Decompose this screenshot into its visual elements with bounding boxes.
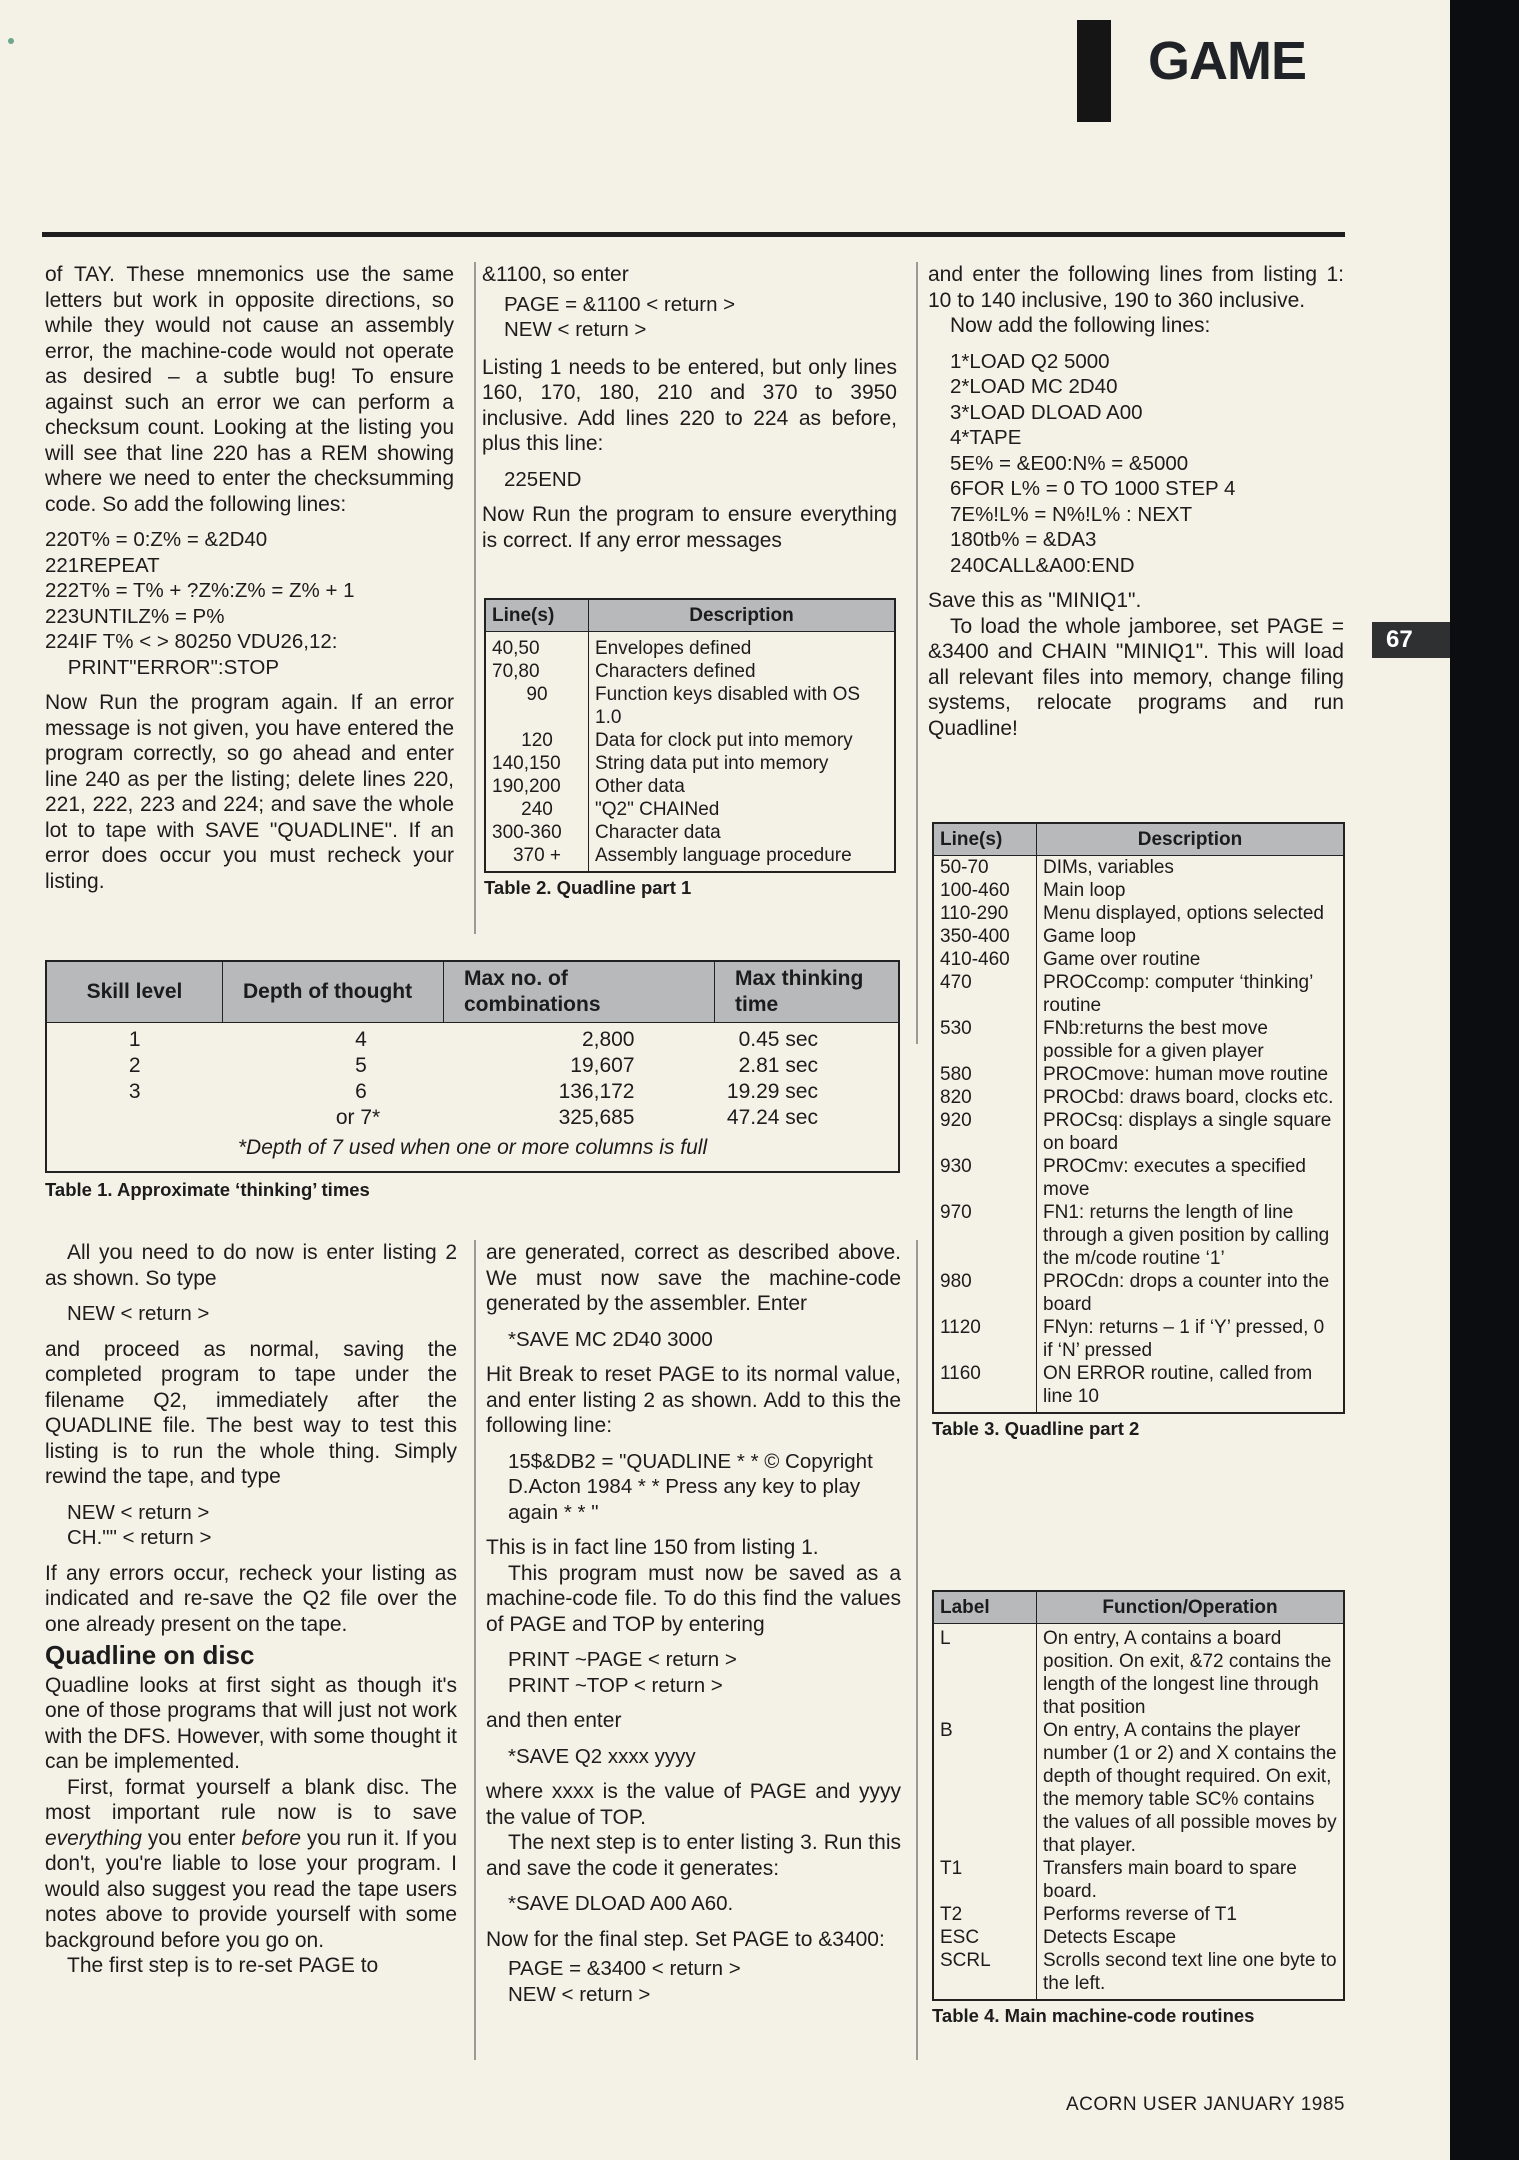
table-cell: or 7* <box>335 1106 381 1129</box>
table-4 <box>932 1590 1345 2027</box>
code-line: NEW < return > <box>67 1500 210 1524</box>
table-cell: 50-70 <box>933 856 1037 880</box>
table-cell: "Q2" CHAINed <box>595 799 720 820</box>
column-header: Description <box>589 599 896 632</box>
code-line: *SAVE DLOAD A00 A60. <box>508 1892 734 1915</box>
table-cell: 70,80 <box>485 660 589 683</box>
table-cell: Transfers main board to spare board. <box>1043 1858 1297 1902</box>
table-3 <box>932 822 1345 1440</box>
code-block <box>482 467 897 493</box>
table-row <box>46 1105 899 1131</box>
table-row <box>46 1053 899 1079</box>
table-caption: Table 3. Quadline part 2 <box>932 1418 1140 1439</box>
table-row <box>933 879 1344 902</box>
table-cell: String data put into memory <box>595 753 829 774</box>
section-marker-block <box>1077 20 1111 122</box>
table-cell: 190,200 <box>485 775 589 798</box>
paragraph: This is in fact line 150 from listing 1. <box>486 1536 819 1559</box>
code-line: 220T% = 0:Z% = &2D40 <box>45 528 268 551</box>
machine-code-routines-table <box>932 1590 1345 2001</box>
code-line: 7E%!L% = N%!L% : NEXT <box>950 502 1193 526</box>
paragraph: Now Run the program to ensure everything is correct. If any error messages <box>482 503 897 552</box>
table-cell: Characters defined <box>595 661 756 682</box>
code-line: 180tb% = &DA3 <box>950 528 1097 551</box>
table-cell: 1 <box>128 1028 141 1051</box>
table-cell: 40,50 <box>485 632 589 661</box>
code-line: 224IF T% < > 80250 VDU26,12: <box>45 630 338 653</box>
paragraph: Listing 1 needs to be entered, but only lines 160, 170, 180, 210 and 370 to 3950 inclusive. Add lines 220 to 224 as before, plus this line: <box>482 355 897 455</box>
table-cell: 370 + <box>485 844 589 872</box>
table-cell: 5 <box>355 1054 367 1077</box>
section-heading: Quadline on disc <box>45 1640 255 1670</box>
table-cell: PROCdn: drops a counter into the board <box>1043 1271 1330 1315</box>
paragraph: where xxxx is the value of PAGE and yyyy the value of TOP. <box>486 1780 901 1829</box>
table-cell: Main loop <box>1043 880 1126 901</box>
table-cell: PROCcomp: computer ‘thinking’ routine <box>1043 972 1313 1016</box>
table-cell: FN1: returns the length of line through a given position by calling the m/code routine ‘1’ <box>1043 1202 1330 1269</box>
table-cell: Other data <box>595 776 685 797</box>
table-row <box>933 1857 1344 1903</box>
table-2 <box>484 598 896 899</box>
table-row <box>933 1017 1344 1063</box>
emphasis: everything <box>45 1826 142 1850</box>
table-cell: 580 <box>933 1063 1037 1086</box>
table-cell: T2 <box>933 1903 1037 1926</box>
table-row <box>485 752 895 775</box>
table-cell: 3 <box>128 1080 141 1103</box>
paragraph: Now add the following lines: <box>950 314 1211 337</box>
page-footer: ACORN USER JANUARY 1985 <box>1066 2094 1346 2115</box>
emphasis: before <box>241 1826 302 1850</box>
paragraph: Hit Break to reset PAGE to its normal value, and enter listing 2 as shown. Add to this the following line: <box>486 1363 901 1437</box>
table-cell: 240 <box>485 798 589 821</box>
table-caption: Table 2. Quadline part 1 <box>484 877 692 898</box>
table-cell: PROCmove: human move routine <box>1043 1064 1329 1085</box>
code-block <box>45 1500 457 1551</box>
table-cell: Game loop <box>1043 926 1136 947</box>
code-line: 15$&DB2 = "QUADLINE * * © Copyright D.Acton 1984 * * Press any key to play again * * " <box>508 1449 873 1524</box>
table-cell: Detects Escape <box>1043 1927 1177 1948</box>
table-row <box>485 660 895 683</box>
table-cell: Performs reverse of T1 <box>1043 1904 1237 1925</box>
text-run: you enter <box>141 1826 242 1850</box>
paragraph: If any errors occur, recheck your listing as indicated and re-save the Q2 file over the one already present on the tape. <box>45 1561 457 1636</box>
code-line: PRINT"ERROR":STOP <box>45 655 280 679</box>
code-line: PRINT ~TOP < return > <box>508 1673 723 1697</box>
code-line: 225END <box>504 467 582 491</box>
table-cell: 2,800 <box>581 1028 635 1051</box>
table-cell: 470 <box>933 971 1037 1017</box>
table-cell: SCRL <box>933 1949 1037 2000</box>
code-line: 240CALL&A00:END <box>950 553 1135 577</box>
table-cell: 2.81 sec <box>738 1054 818 1077</box>
paragraph: To load the whole jamboree, set PAGE = &3400 and CHAIN "MINIQ1". This will load all relevant files into memory, change filing systems, relocate programs and run Quadline! <box>928 614 1344 740</box>
table-cell: 350-400 <box>933 925 1037 948</box>
table-row <box>933 1270 1344 1316</box>
page-edge-shadow <box>1450 0 1519 2160</box>
column-header: Max no. of combinations <box>444 961 715 1023</box>
thinking-times-table <box>45 960 900 1173</box>
text-run: First, format yourself a blank disc. The most important rule now is to save <box>45 1775 457 1824</box>
table-row <box>485 821 895 844</box>
table-cell: Data for clock put into memory <box>595 730 853 751</box>
code-line: NEW < return > <box>504 318 647 341</box>
table-row <box>933 1949 1344 2000</box>
table-cell: 930 <box>933 1155 1037 1201</box>
table-cell: ESC <box>933 1926 1037 1949</box>
code-line: 1*LOAD Q2 5000 <box>950 349 1110 373</box>
table-cell: 140,150 <box>485 752 589 775</box>
table-cell: 970 <box>933 1201 1037 1270</box>
table-cell: B <box>933 1719 1037 1857</box>
table-cell: 980 <box>933 1270 1037 1316</box>
table-cell: 90 <box>485 683 589 729</box>
code-line: PRINT ~PAGE < return > <box>508 1648 737 1671</box>
table-cell: PROCmv: executes a specified move <box>1043 1156 1306 1200</box>
table-row <box>933 1903 1344 1926</box>
code-block <box>486 1327 901 1353</box>
column-header: Max thinking time <box>715 961 900 1023</box>
table-row <box>933 1109 1344 1155</box>
paragraph: are generated, correct as described above. We must now save the machine-code generated by the assembler. Enter <box>486 1241 901 1315</box>
table-caption: Table 4. Main machine-code routines <box>932 2005 1255 2026</box>
table-cell: Character data <box>595 822 721 843</box>
table-cell: 920 <box>933 1109 1037 1155</box>
article-column-2-lower <box>486 1240 901 2007</box>
table-cell: 325,685 <box>558 1106 635 1129</box>
table-row <box>933 902 1344 925</box>
paragraph: &1100, so enter <box>482 263 629 286</box>
paragraph: All you need to do now is enter listing 2 as shown. So type <box>45 1241 457 1290</box>
paragraph: Save this as "MINIQ1". <box>928 589 1142 612</box>
article-column-1 <box>45 262 454 894</box>
table-cell: On entry, A contains the player number (1 or 2) and X contains the depth of thought required. On exit, the memory table SC% contains the values of all possible moves by that player. <box>1043 1720 1337 1856</box>
header-rule <box>42 232 1345 237</box>
code-line: 3*LOAD DLOAD A00 <box>950 400 1143 424</box>
table-cell: 2 <box>128 1054 141 1077</box>
paragraph: Now for the final step. Set PAGE to &3400: <box>486 1927 885 1951</box>
paragraph <box>45 1775 457 1954</box>
table-row <box>933 971 1344 1017</box>
column-header: Function/Operation <box>1037 1591 1345 1624</box>
table-1 <box>45 960 900 1201</box>
article-column-1-lower <box>45 1240 457 1979</box>
table-cell: Game over routine <box>1043 949 1201 970</box>
paragraph: The next step is to enter listing 3. Run this and save the code it generates: <box>486 1831 901 1880</box>
paragraph: and proceed as normal, saving the completed program to tape under the filename Q2, immediately after the QUADLINE file. The best way to test this listing is to run the whole thing. Simply rewind the tape, and type <box>45 1337 457 1488</box>
paragraph: Now Run the program again. If an error message is not given, you have entered the program correctly, so go ahead and enter line 240 as per the listing; delete lines 220, 221, 222, 223 and 224; and save the whole lot to tape with SAVE "QUADLINE". If an error does occur you must recheck your listing. <box>45 691 454 893</box>
table-row <box>933 1624 1344 1720</box>
code-line: *SAVE Q2 xxxx yyyy <box>508 1744 696 1768</box>
table-cell: 100-460 <box>933 879 1037 902</box>
table-row <box>485 632 895 661</box>
code-block <box>928 349 1344 579</box>
column-divider <box>916 262 918 1044</box>
table-cell: 47.24 sec <box>726 1106 818 1129</box>
paragraph: The first step is to re-set PAGE to <box>67 1954 379 1977</box>
page-number: 67 <box>1372 622 1450 658</box>
table-cell: Envelopes defined <box>595 638 752 659</box>
table-cell: 4 <box>355 1028 367 1051</box>
table-cell: 0.45 sec <box>738 1028 818 1051</box>
table-cell: Scrolls second text line one byte to the left. <box>1043 1950 1337 1994</box>
table-cell: 300-360 <box>485 821 589 844</box>
table-cell: 110-290 <box>933 902 1037 925</box>
code-line: 2*LOAD MC 2D40 <box>950 375 1118 398</box>
section-title: GAME <box>1148 31 1306 91</box>
paragraph: of TAY. These mnemonics use the same letters but work in opposite directions, so while they would not cause an assembly error, the machine-code would not operate as desired – a subtle bug! To ensure against such an error we can perform a checksum count. Looking at the listing you will see that line 220 has a REM showing where we need to enter the checksumming code. So add the following lines: <box>45 263 454 516</box>
article-column-3 <box>928 262 1344 741</box>
table-row <box>46 1079 899 1105</box>
code-line: 223UNTILZ% = P% <box>45 604 225 628</box>
table-cell: FNyn: returns – 1 if ‘Y’ pressed, 0 if ‘N’ pressed <box>1043 1317 1325 1361</box>
column-header: Description <box>1037 823 1345 856</box>
column-header: Depth of thought <box>223 961 444 1023</box>
table-row <box>485 775 895 798</box>
scan-speck <box>8 38 14 44</box>
table-cell: On entry, A contains a board position. On exit, &72 contains the length of the longest line through that position <box>1043 1628 1332 1718</box>
table-footnote: *Depth of 7 used when one or more columns is full <box>237 1136 708 1159</box>
column-divider <box>916 1240 918 2060</box>
quadline-part2-table <box>932 822 1345 1414</box>
paragraph: This program must now be saved as a machine-code file. To do this find the values of PAGE and TOP by entering <box>486 1561 901 1636</box>
column-header: Line(s) <box>485 599 589 632</box>
table-cell: PROCsq: displays a single square on board <box>1043 1110 1332 1154</box>
code-block <box>486 1744 901 1770</box>
table-row <box>46 1023 899 1054</box>
table-cell: 410-460 <box>933 948 1037 971</box>
text-run: you run it. If you don't, you're liable to lose your program. I would also suggest you read the tape users notes above to provide yourself with some background before you go on. <box>45 1826 457 1952</box>
table-cell: L <box>933 1624 1037 1720</box>
table-cell: Function keys disabled with OS 1.0 <box>595 684 861 728</box>
table-cell: Assembly language procedure <box>595 845 852 866</box>
code-line: 5E% = &E00:N% = &5000 <box>950 451 1189 475</box>
code-line: NEW < return > <box>508 1982 651 2006</box>
article-column-2 <box>482 262 897 553</box>
code-block <box>45 1301 457 1327</box>
code-line: 221REPEAT <box>45 553 160 577</box>
column-header: Label <box>933 1591 1037 1624</box>
column-header: Line(s) <box>933 823 1037 856</box>
table-cell: PROCbd: draws board, clocks etc. <box>1043 1087 1334 1108</box>
table-cell: Menu displayed, options selected <box>1043 903 1324 924</box>
table-row <box>933 1201 1344 1270</box>
paragraph: and enter the following lines from listing 1: 10 to 140 inclusive, 190 to 360 inclusive. <box>928 263 1344 312</box>
table-row <box>933 856 1344 880</box>
code-line: *SAVE MC 2D40 3000 <box>508 1327 713 1351</box>
table-caption: Table 1. Approximate ‘thinking’ times <box>45 1179 370 1200</box>
table-cell: 19,607 <box>570 1054 635 1077</box>
code-block <box>486 1647 901 1698</box>
table-row <box>933 1926 1344 1949</box>
table-row <box>485 798 895 821</box>
paragraph: Quadline looks at first sight as though it's one of those programs that will just not work with the DFS. However, with some thought it can be implemented. <box>45 1673 458 1773</box>
table-cell: ON ERROR routine, called from line 10 <box>1043 1363 1313 1407</box>
code-block <box>486 1891 901 1917</box>
code-line: PAGE = &1100 < return > <box>504 292 736 316</box>
code-line: NEW < return > <box>67 1302 210 1325</box>
table-row <box>933 1719 1344 1857</box>
code-block <box>45 527 454 680</box>
table-cell: 6 <box>355 1080 367 1103</box>
code-block <box>482 292 897 343</box>
table-row <box>933 1063 1344 1086</box>
code-line: 4*TAPE <box>950 426 1022 449</box>
code-line: CH."" < return > <box>67 1526 212 1549</box>
table-cell: 1120 <box>933 1316 1037 1362</box>
table-row <box>485 729 895 752</box>
table-row <box>485 844 895 872</box>
table-row <box>933 1316 1344 1362</box>
column-header: Skill level <box>46 961 223 1023</box>
table-row <box>933 1086 1344 1109</box>
code-block <box>486 1956 901 2007</box>
table-cell: 120 <box>485 729 589 752</box>
table-row <box>933 1155 1344 1201</box>
column-divider <box>474 1240 476 2060</box>
table-row <box>933 1362 1344 1413</box>
table-cell: 19.29 sec <box>726 1080 818 1103</box>
code-line: 222T% = T% + ?Z%:Z% = Z% + 1 <box>45 579 355 602</box>
table-cell: 1160 <box>933 1362 1037 1413</box>
code-block <box>486 1449 901 1526</box>
table-cell: T1 <box>933 1857 1037 1903</box>
column-divider <box>474 262 476 934</box>
table-cell: FNb:returns the best move possible for a given player <box>1043 1018 1268 1062</box>
table-cell: 136,172 <box>558 1080 635 1103</box>
paragraph: and then enter <box>486 1709 622 1732</box>
table-cell: DIMs, variables <box>1043 857 1174 878</box>
table-row <box>933 925 1344 948</box>
table-cell: 820 <box>933 1086 1037 1109</box>
table-cell: 530 <box>933 1017 1037 1063</box>
table-row <box>485 683 895 729</box>
code-line: PAGE = &3400 < return > <box>508 1957 741 1980</box>
table-row <box>933 948 1344 971</box>
code-line: 6FOR L% = 0 TO 1000 STEP 4 <box>950 477 1236 500</box>
quadline-part1-table <box>484 598 896 873</box>
